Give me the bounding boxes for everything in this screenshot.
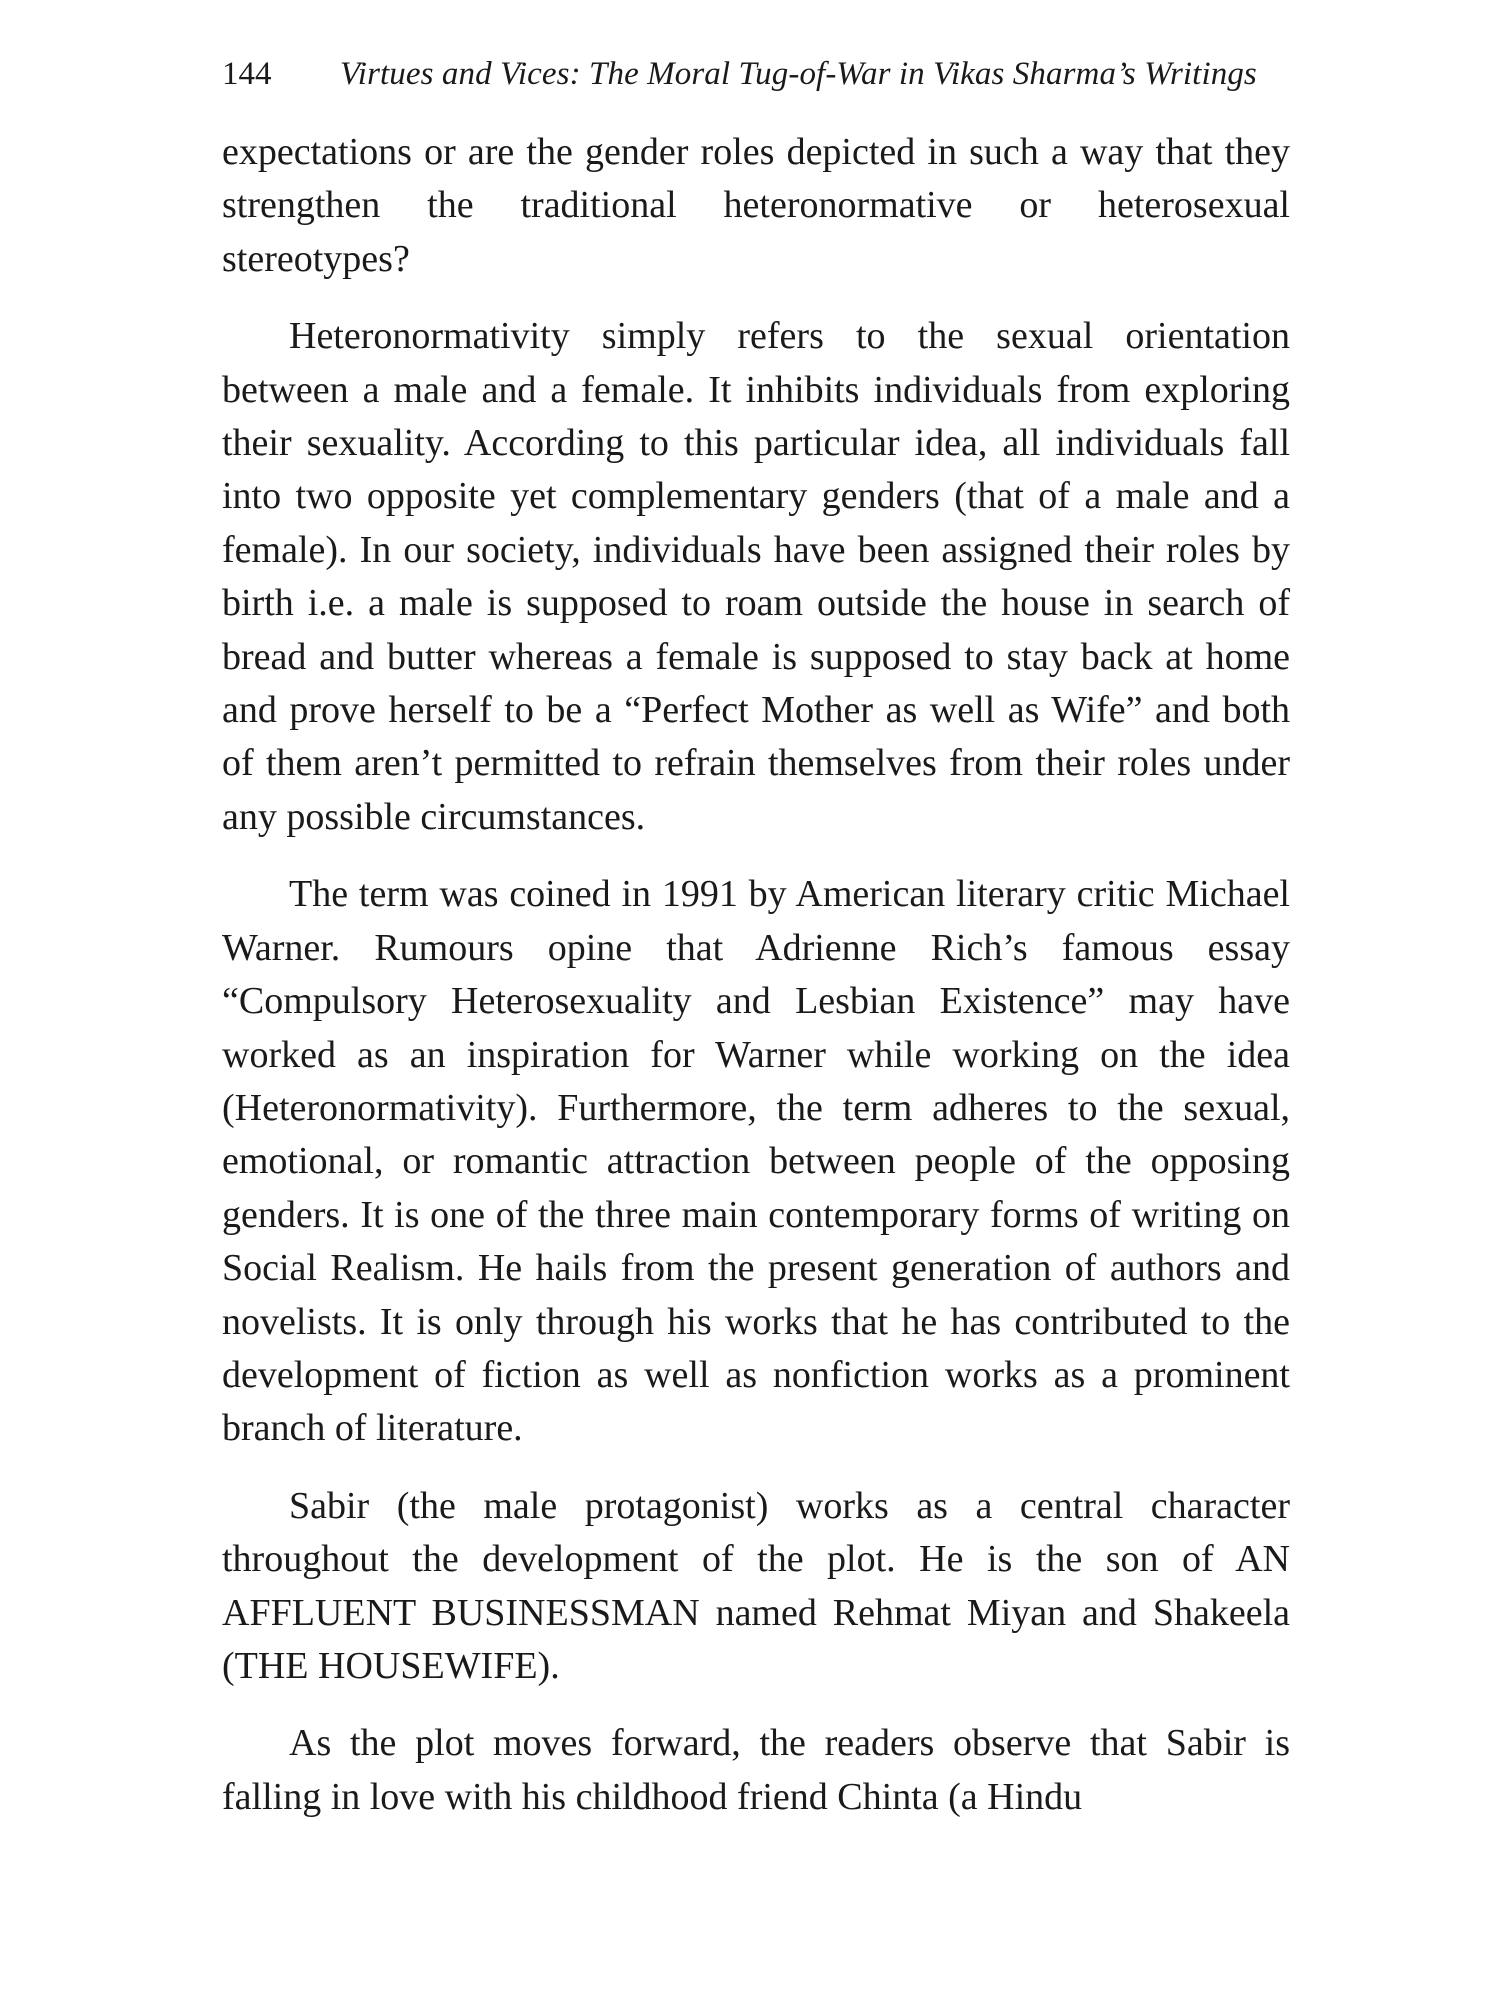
paragraph-plot-progression: As the plot moves forward, the readers observe that Sabir is falling in love with his childhood friend Chinta (a Hindu — [222, 1722, 1290, 1818]
running-title: Virtues and Vices: The Moral Tug-of-War in Vikas Sharma’s Writings — [340, 56, 1257, 92]
paragraph-continuation: expectations or are the gender roles depicted in such a way that they strengthen the traditional heteronormative or heterosexual stereotypes? — [222, 131, 1290, 280]
page-number: 144 — [222, 56, 272, 92]
book-page — [222, 52, 1290, 1848]
body-text — [222, 126, 1290, 1824]
running-head — [222, 52, 1290, 96]
paragraph-term-origin: The term was coined in 1991 by American literary critic Michael Warner. Rumours opine that Adrienne Rich’s famous essay “Compulsory Heterosexuality and Lesbian Existence” may have worked as an inspiration for Warner while working on the idea (Heteronormativity). Furthermore, the term adheres to the sexual, emotional, or romantic attraction between people of the opposing genders. It is one of the three main contemporary forms of writing on Social Realism. He hails from the present generation of authors and novelists. It is only through his works that he has contributed to the development of fiction as well as nonfiction works as a prominent branch of literature. — [222, 873, 1290, 1450]
paragraph-sabir-introduction: Sabir (the male protagonist) works as a central character throughout the development of the plot. He is the son of AN AFFLUENT BUSINESSMAN named Rehmat Miyan and Shakeela (THE HOUSEWIFE). — [222, 1484, 1290, 1687]
paragraph-heteronormativity-definition: Heteronormativity simply refers to the sexual orientation between a male and a female. It inhibits individuals from exploring their sexuality. According to this particular idea, all individuals fall into two opposite yet complementary genders (that of a male and a female). In our society, individuals have been assigned their roles by birth i.e. a male is supposed to roam outside the house in search of bread and butter whereas a female is supposed to stay back at home and prove herself to be a “Perfect Mother as well as Wife” and both of them aren’t permitted to refrain themselves from their roles under any possible circumstances. — [222, 315, 1290, 838]
